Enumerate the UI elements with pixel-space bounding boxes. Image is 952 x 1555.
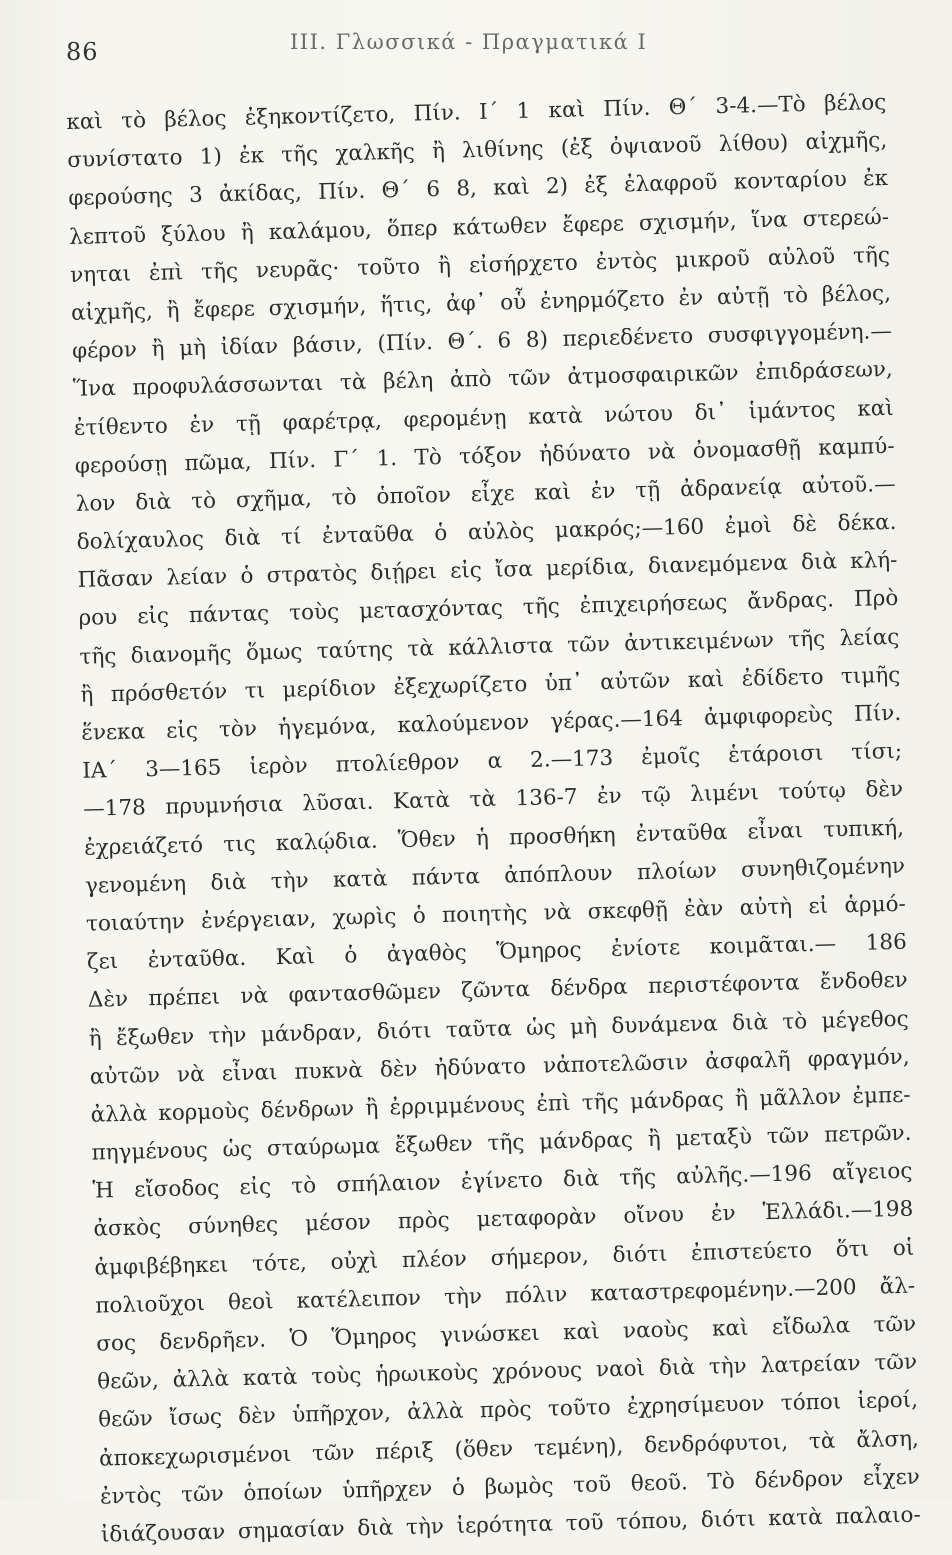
text-line: σος δενδρῆεν. Ὁ Ὅμηρος γινώσκει καὶ ναοὺς καὶ εἴδωλα τῶν: [96, 1311, 917, 1357]
text-line: νηται ἐπὶ τῆς νευρᾶς· τοῦτο ἢ εἰσήρχετο ἐντὸς μικροῦ αὐλοῦ τῆς: [69, 242, 891, 288]
text-line: ἐντὸς τῶν ὁποίων ὑπῆρχεν ὁ βωμὸς τοῦ θεοῦ. Τὸ δένδρον εἶχεν: [99, 1464, 921, 1510]
text-line: Πᾶσαν λείαν ὁ στρατὸς διῄρει εἰς ἴσα μερίδια, διανεμόμενα διὰ κλή-: [77, 548, 898, 594]
text-line: τῆς διανομῆς ὅμως ταύτης τὰ κάλλιστα τῶν ἀντικειμένων τῆς λείας: [79, 624, 900, 670]
text-line: ἀμφιβέβηκει τότε, οὐχὶ πλέον σήμερον, διότι ἐπιστεύετο ὅτι οἱ: [94, 1235, 915, 1281]
text-line: ρου εἰς πάντας τοὺς μετασχόντας τῆς ἐπιχειρήσεως ἄνδρας. Πρὸ: [78, 586, 899, 632]
text-line: Ἵνα προφυλάσσωνται τὰ βέλη ἀπὸ τῶν ἀτμοσφαιρικῶν ἐπιδράσεων,: [72, 357, 894, 403]
text-line: φερούσῃ πῶμα, Πίν. Γ΄ 1. Τὸ τόξον ἠδύνατο νὰ ὀνομασθῇ καμπύ-: [74, 433, 895, 479]
text-line: ἀποκεχωρισμένοι τῶν πέριξ (ὅθεν τεμένη), δενδρόφυτοι, τὰ ἄλση,: [98, 1426, 920, 1472]
page-number: 86: [66, 38, 99, 66]
text-line: ἀλλὰ κορμοὺς δένδρων ἢ ἐρριμμένους ἐπὶ τῆς μάνδρας ἢ μᾶλλον ἐμπε-: [90, 1082, 911, 1128]
text-line: λον διὰ τὸ σχῆμα, τὸ ὁποῖον εἶχε καὶ ἐν τῇ ἀδρανείᾳ αὐτοῦ.—: [75, 471, 896, 517]
text-line: ἢ ἔξωθεν τὴν μάνδραν, διότι ταῦτα ὡς μὴ δυνάμενα διὰ τὸ μέγεθος: [88, 1006, 909, 1052]
text-line: ἕνεκα εἰς τὸν ἡγεμόνα, καλούμενον γέρας.—164 ἀμφιφορεὺς Πίν.: [81, 700, 902, 746]
text-line: ἐτίθεντο ἐν τῇ φαρέτρᾳ, φερομένῃ κατὰ νώτου δι᾽ ἱμάντος καὶ: [73, 395, 894, 441]
text-line: δολίχαυλος διὰ τί ἐνταῦθα ὁ αὐλὸς μακρός;—160 ἐμοὶ δὲ δέκα.: [76, 509, 897, 555]
running-head: ΙΙΙ. Γλωσσικά - Πραγματικά Ι: [290, 30, 648, 54]
text-line: —178 πρυμνήσια λῦσαι. Κατὰ τὰ 136-7 ἐν τῷ λιμένι τούτῳ δὲν: [82, 777, 904, 823]
text-line: Ἡ εἴσοδος εἰς τὸ σπήλαιον ἐγίνετο διὰ τῆς αὐλῆς.—196 αἴγειος: [92, 1158, 913, 1204]
text-line: τοιαύτην ἐνέργειαν, χωρὶς ὁ ποιητὴς νὰ σκεφθῇ ἐὰν αὐτὴ εἰ ἁρμό-: [85, 891, 907, 937]
text-line: πηγμένους ὡς σταύρωμα ἔξωθεν τῆς μάνδρας ἢ μεταξὺ τῶν πετρῶν.: [91, 1120, 912, 1166]
text-line: φέρον ἢ μὴ ἰδίαν βάσιν, (Πίν. Θ΄. 6 8) περιεδένετο συσφιγγομένη.—: [71, 319, 893, 365]
text-line: ΙΑ΄ 3—165 ἱερὸν πτολίεθρον α 2.—173 ἐμοῖς ἑτάροισι τίσι;: [82, 738, 903, 784]
text-line: καὶ τὸ βέλος ἐξηκοντίζετο, Πίν. Ι΄ 1 καὶ Πίν. Θ΄ 3-4.—Τὸ βέλος: [66, 89, 887, 135]
commentary-text-block: [66, 84, 929, 1548]
text-line: θεῶν, ἀλλὰ κατὰ τοὺς ἡρωικοὺς χρόνους ναοὶ διὰ τὴν λατρείαν τῶν: [96, 1349, 918, 1395]
text-line: θεῶν ἴσως δὲν ὑπῆρχον, ἀλλὰ πρὸς τοῦτο ἐχρησίμευον τόποι ἱεροί,: [97, 1387, 919, 1433]
text-line: ἀσκὸς σύνηθες μέσον πρὸς μεταφορὰν οἴνου ἐν Ἑλλάδι.—198: [93, 1197, 914, 1243]
text-line: ζει ἐνταῦθα. Καὶ ὁ ἀγαθὸς Ὅμηρος ἐνίοτε κοιμᾶται.— 186: [86, 929, 908, 975]
text-line: αὐτῶν νὰ εἶναι πυκνὰ δὲν ἠδύνατο νἀποτελῶσιν ἀσφαλῆ φραγμόν,: [89, 1044, 910, 1090]
text-line: πολιοῦχοι θεοὶ κατέλειπον τὴν πόλιν καταστρεφομένην.—200 ἄλ-: [95, 1273, 916, 1319]
text-line: φερούσης 3 ἀκίδας, Πίν. Θ΄ 6 8, καὶ 2) ἐξ ἐλαφροῦ κονταρίου ἐκ: [68, 166, 889, 212]
text-line: Δὲν πρέπει νὰ φαντασθῶμεν ζῶντα δένδρα περιστέφοντα ἔνδοθεν: [87, 968, 908, 1014]
text-line: ἐχρειάζετό τις καλῴδια. Ὅθεν ἡ προσθήκη ἐνταῦθα εἶναι τυπική,: [83, 815, 905, 861]
text-line: ἰδιάζουσαν σημασίαν διὰ τὴν ἱερότητα τοῦ τόπου, διότι κατὰ παλαιο-: [100, 1502, 922, 1548]
text-line: συνίστατο 1) ἐκ τῆς χαλκῆς ἢ λιθίνης (ἐξ ὀψιανοῦ λίθου) αἰχμῆς,: [67, 128, 888, 174]
text-line: γενομένη διὰ τὴν κατὰ πάντα ἀπόπλουν πλοίων συνηθιζομένην: [84, 853, 906, 899]
text-line: λεπτοῦ ξύλου ἢ καλάμου, ὅπερ κάτωθεν ἔφερε σχισμήν, ἵνα στερεώ-: [68, 204, 890, 250]
text-line: αἰχμῆς, ἢ ἔφερε σχισμήν, ἥτις, ἀφ᾽ οὗ ἐνηρμόζετο ἐν αὐτῇ τὸ βέλος,: [70, 280, 892, 326]
text-line: ἢ πρόσθετόν τι μερίδιον ἐξεχωρίζετο ὑπ᾽ αὐτῶν καὶ ἐδίδετο τιμῆς: [80, 662, 901, 708]
